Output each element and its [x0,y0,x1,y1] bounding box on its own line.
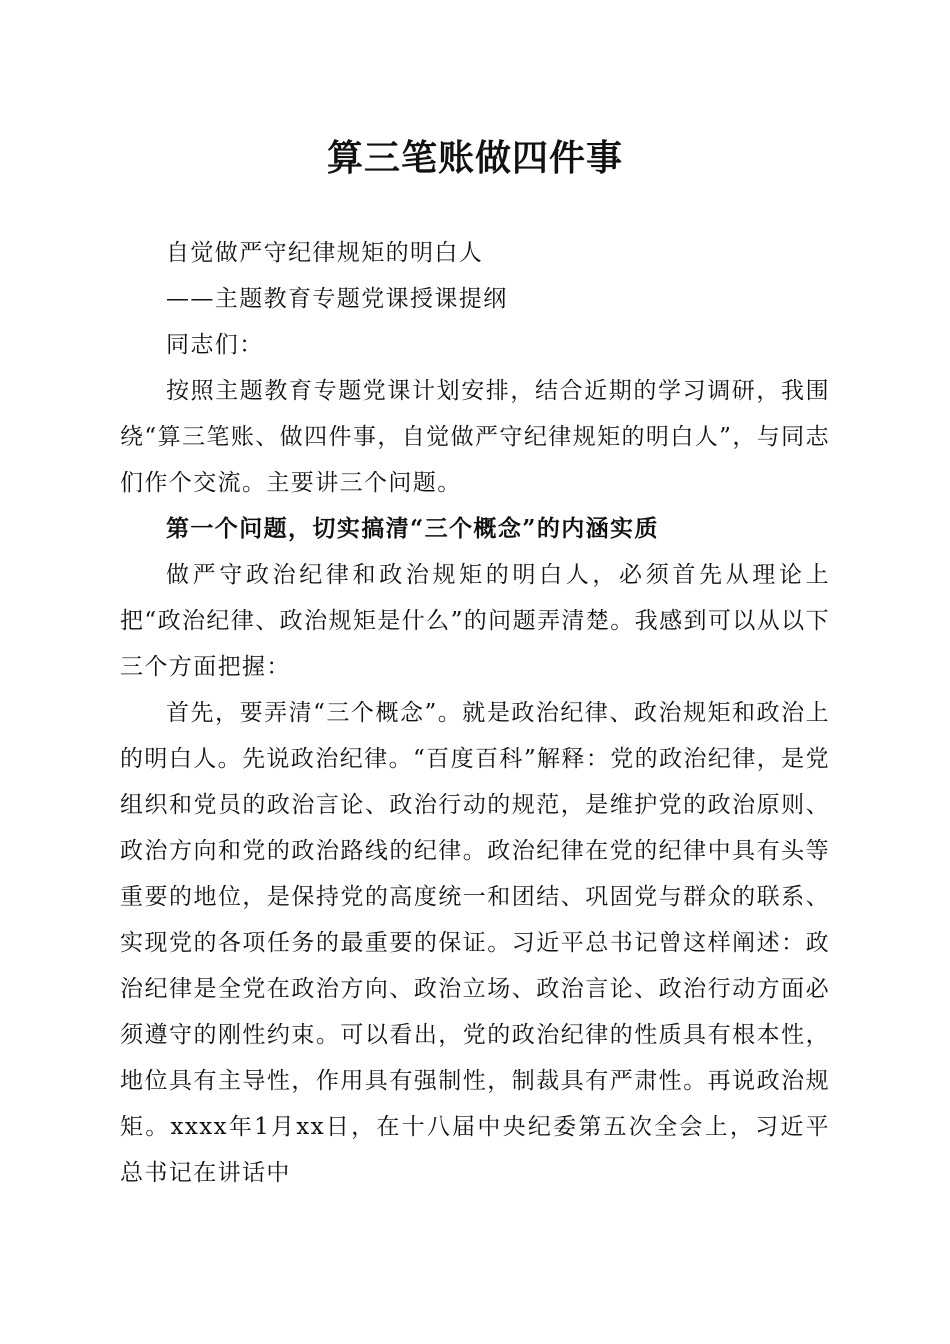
section-heading-1: 第一个问题，切实搞清“三个概念”的内涵实质 [166,515,659,542]
paragraph-body: 首先，要弄清“三个概念”。就是政治纪律、政治规矩和政治上的明白人。先说政治纪律。“百度百科”解释：党的政治纪律，是党组织和党员的政治言论、政治行动的规范，是维护党的政治原则、政治方向和党的政治路线的纪律。政治纪律在党的纪律中具有头等重要的地位，是保持党的高度统一和团结、巩固党与群众的联系、实现党的各项任务的最重要的保证。习近平总书记曾这样阐述：政治纪律是全党在政治方向、政治立场、政治言论、政治行动方面必须遵守的刚性约束。可以看出，党的政治纪律的性质具有根本性，地位具有主导性，作用具有强制性，制裁具有严肃性。再说政治规矩。xxxx年1月xx日，在十八届中央纪委第五次全会上，习近平总书记在讲话中 [120,700,830,1186]
paragraph-body: 做严守政治纪律和政治规矩的明白人，必须首先从理论上把“政治纪律、政治规矩是什么”的问题弄清楚。我感到可以从以下三个方面把握： [120,562,830,680]
paragraph-subheading: ——主题教育专题党课授课提纲 [166,286,508,312]
document-title: 算三笔账做四件事 [326,138,623,179]
document-body [120,230,830,1196]
paragraph-subtitle: 自觉做严守纪律规矩的明白人 [166,240,484,266]
paragraph-salutation: 同志们： [166,332,264,358]
paragraph-intro: 按照主题教育专题党课计划安排，结合近期的学习调研，我围绕“算三笔账、做四件事，自觉做严守纪律规矩的明白人”，与同志们作个交流。主要讲三个问题。 [120,378,830,496]
